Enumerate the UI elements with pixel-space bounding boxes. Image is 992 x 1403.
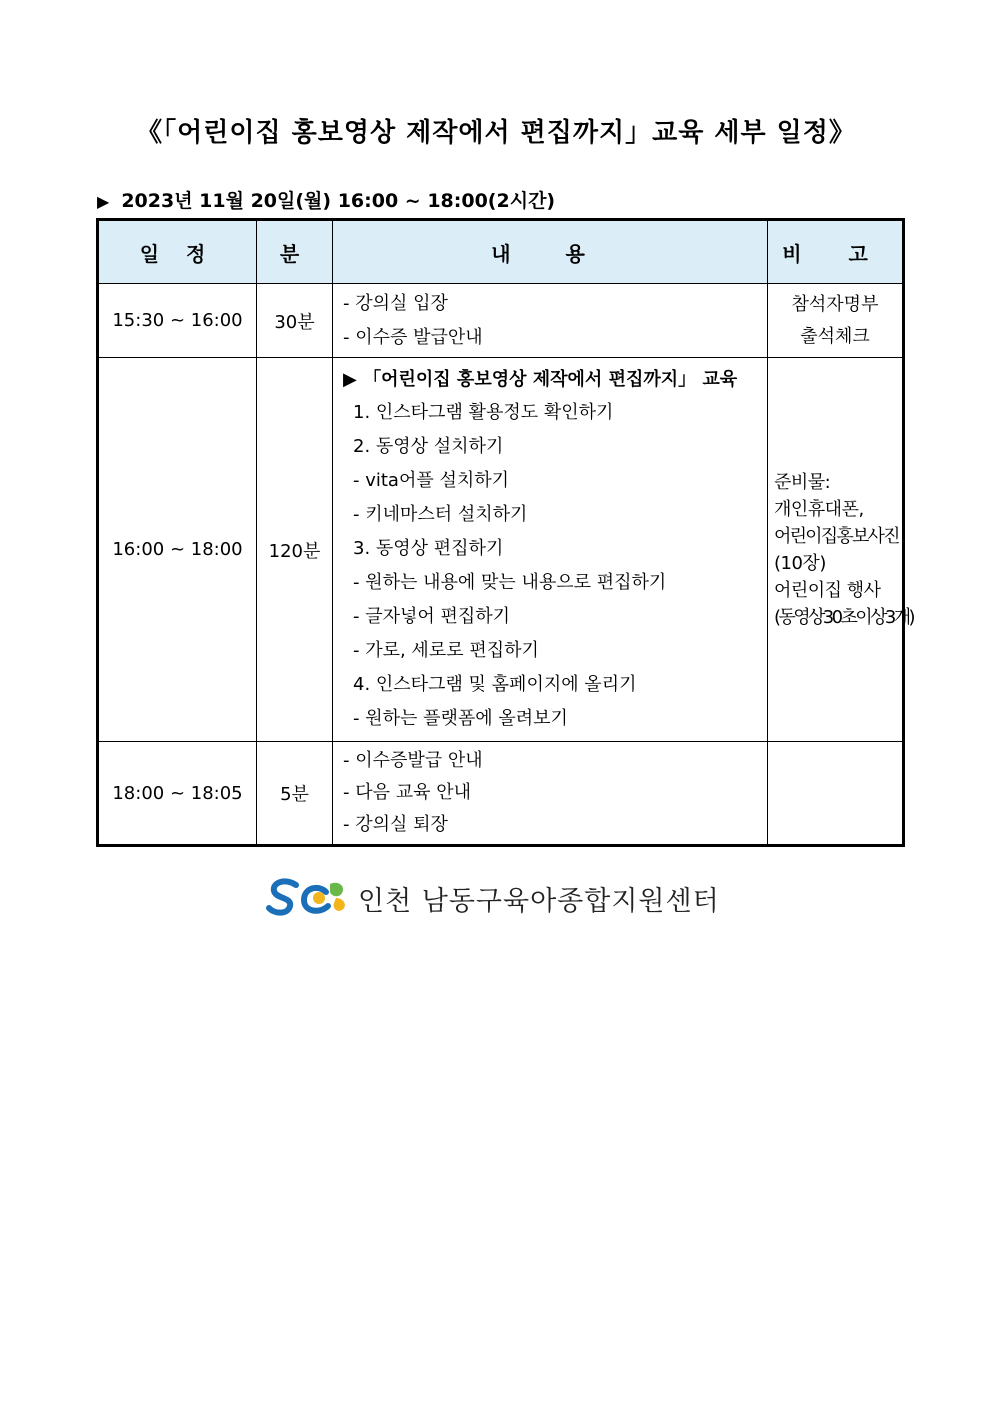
content-line: - 원하는 내용에 맞는 내용으로 편집하기 bbox=[353, 571, 667, 593]
note-line: 참석자명부 bbox=[791, 293, 879, 315]
row-note bbox=[768, 284, 904, 358]
row-time: 15:30 ~ 16:00 bbox=[98, 284, 257, 358]
row-note bbox=[768, 742, 904, 846]
organization-logo bbox=[266, 876, 720, 920]
row-minutes: 30분 bbox=[257, 284, 333, 358]
row-minutes: 5분 bbox=[257, 742, 333, 846]
header-schedule: 일 정 bbox=[98, 220, 257, 284]
content-line: - 키네마스터 설치하기 bbox=[353, 503, 528, 525]
content-line: - 원하는 플랫폼에 올려보기 bbox=[353, 707, 568, 729]
table-row bbox=[98, 742, 904, 846]
header-minutes: 분 bbox=[257, 220, 333, 284]
row-time: 16:00 ~ 18:00 bbox=[98, 358, 257, 742]
organization-name: 인천 남동구육아종합지원센터 bbox=[358, 885, 720, 917]
page-title: 《「어린이집 홍보영상 제작에서 편집까지」교육 세부 일정》 bbox=[136, 118, 856, 148]
triangle-bullet-icon: ▶ bbox=[97, 192, 110, 211]
note-line: (10장) bbox=[774, 552, 826, 574]
note-line: (동영상30초이상3개) bbox=[774, 606, 913, 628]
note-line: 어린이집 행사 bbox=[774, 579, 881, 601]
note-line: 어린이집홍보사진 bbox=[774, 525, 899, 547]
content-line: 3. 동영상 편집하기 bbox=[353, 537, 504, 559]
header-note: 비 고 bbox=[768, 220, 904, 284]
row-time: 18:00 ~ 18:05 bbox=[98, 742, 257, 846]
content-line: 1. 인스타그램 활용정도 확인하기 bbox=[353, 401, 614, 423]
date-text: 2023년 11월 20일(월) 16:00 ~ 18:00(2시간) bbox=[121, 190, 556, 212]
content-line: - vita어플 설치하기 bbox=[353, 469, 510, 491]
schedule-date-line bbox=[97, 186, 555, 213]
content-line: - 가로, 세로로 편집하기 bbox=[353, 639, 539, 661]
content-heading: ▶ 「어린이집 홍보영상 제작에서 편집까지」 교육 bbox=[343, 368, 738, 390]
sc-logo-icon bbox=[266, 876, 350, 920]
table-header-row bbox=[98, 220, 904, 284]
content-line: 2. 동영상 설치하기 bbox=[353, 435, 504, 457]
row-content bbox=[333, 284, 768, 358]
schedule-table bbox=[96, 218, 913, 847]
note-line: 준비물: bbox=[774, 471, 831, 493]
table-row bbox=[98, 358, 904, 742]
content-line: - 강의실 입장 bbox=[343, 292, 448, 314]
content-line: - 강의실 퇴장 bbox=[343, 814, 448, 835]
header-content: 내 용 bbox=[333, 220, 768, 284]
content-line: - 이수증 발급안내 bbox=[343, 326, 483, 348]
content-line: 4. 인스타그램 및 홈페이지에 올리기 bbox=[353, 673, 637, 695]
row-content bbox=[333, 742, 768, 846]
note-line: 개인휴대폰, bbox=[774, 498, 864, 520]
row-minutes: 120분 bbox=[257, 358, 333, 742]
content-line: - 다음 교육 안내 bbox=[343, 782, 471, 803]
content-line: - 글자넣어 편집하기 bbox=[353, 605, 511, 627]
content-line: - 이수증발급 안내 bbox=[343, 750, 483, 771]
table-row bbox=[98, 284, 904, 358]
row-note bbox=[768, 358, 913, 742]
row-content bbox=[333, 358, 768, 742]
note-line: 출석체크 bbox=[800, 325, 870, 347]
